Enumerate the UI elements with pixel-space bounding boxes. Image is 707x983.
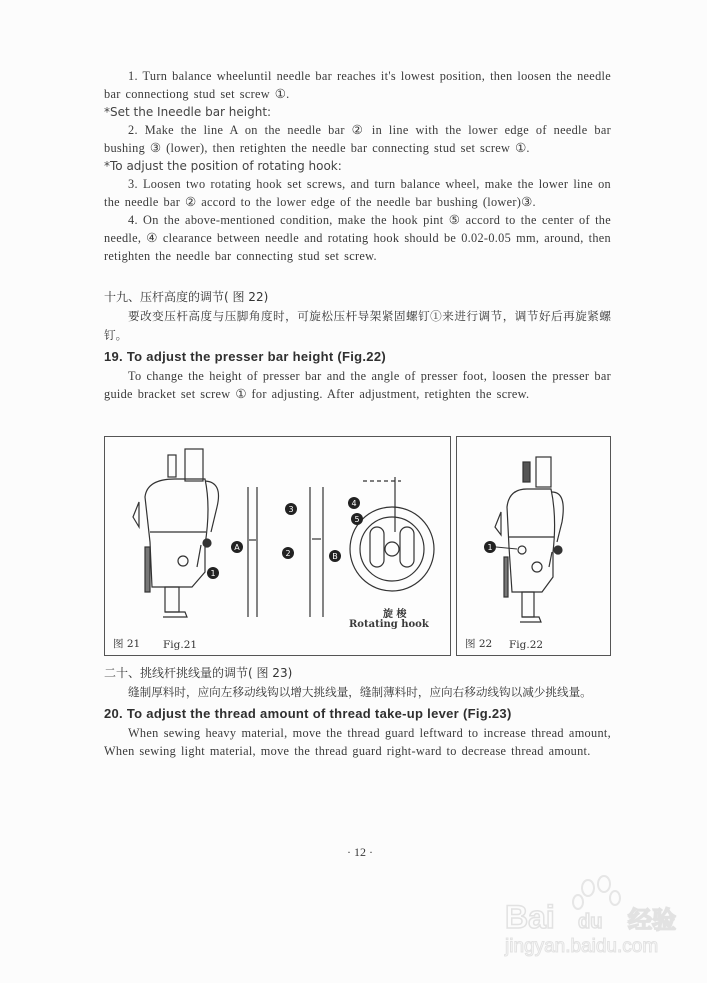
section-18-steps [104,67,611,265]
figure-22-drawing [457,437,610,637]
label-1: 1 [210,569,216,578]
section-19-cn-heading: 十九、压杆高度的调节( 图 22) [104,290,269,304]
step-1: 1. Turn balance wheeluntil needle bar reaches it's lowest position, then loosen the needle bar connectiong stud set screw ①. [104,69,611,101]
svg-text:du: du [578,911,603,933]
step-2: 2. Make the line A on the needle bar ② in line with the lower edge of needle bar bushing ③ (lower), then retighten the needle bar connecting stud set screw ①. [104,123,611,155]
fig22-en-caption: Fig.22 [509,639,544,651]
baidu-watermark-logo [500,870,700,960]
label-a: A [234,543,240,552]
page-number: · 12 · [347,845,373,859]
label-3: 3 [288,505,294,514]
label-1: 1 [487,543,493,552]
step-3: 3. Loosen two rotating hook set screws, and turn balance wheel, make the lower line on the needle bar ② accord to the lower edge of the needle bar bushing (lower)③. [104,177,611,209]
section-19-en-body: To change the height of presser bar and the angle of presser foot, loosen the presser bar guide bracket set screw ① for adjusting. After adjustment, retighten the screw. [104,369,611,401]
section-19-cn-body: 要改变压杆高度与压脚角度时，可旋松压杆导架紧固螺钉①来进行调节，调节好后再旋紧螺钉。 [104,309,611,342]
step-4: 4. On the above-mentioned condition, make the hook pint ⑤ accord to the center of the needle, ④ clearance between needle and rotating hook should be 0.02-0.05 mm, around, then retighten the needle bar connecting stud set screw. [104,213,611,263]
figure-22 [456,436,611,656]
section-20-en-heading: 20. To adjust the thread amount of thread take-up lever (Fig.23) [104,706,512,721]
section-19-en-heading: 19. To adjust the presser bar height (Fig.22) [104,349,386,364]
label-b: B [332,552,338,561]
label-4: 4 [351,499,357,508]
note-rotating-hook: *To adjust the position of rotating hook: [104,159,342,173]
section-20 [104,663,611,760]
svg-text:Bai: Bai [505,899,555,935]
fig21-cn-caption: 图 21 [113,638,141,650]
section-20-cn-heading: 二十、挑线杆挑线量的调节( 图 23) [104,666,293,680]
svg-text:jingyan.baidu.com: jingyan.baidu.com [505,936,659,957]
label-2: 2 [285,549,291,558]
fig21-en-caption: Fig.21 [163,639,198,651]
section-20-en-body: When sewing heavy material, move the thread guard leftward to increase thread amount, When sewing light material, move the thread guard right-ward to decrease thread amount. [104,726,611,758]
svg-text:经验: 经验 [628,906,676,934]
hook-label-en: Rotating hook [349,619,429,630]
section-20-cn-body: 缝制厚料时，应向左移动线钩以增大挑线量，缝制薄料时，应向右移动线钩以减少挑线量。 [128,685,592,699]
fig22-cn-caption: 图 22 [465,638,493,650]
label-5: 5 [354,515,360,524]
section-19 [104,287,611,403]
figure-21 [104,436,451,656]
note-needle-bar-height: *Set the Ineedle bar height: [104,105,272,119]
hook-label-cn: 旋 梭 [383,609,407,620]
